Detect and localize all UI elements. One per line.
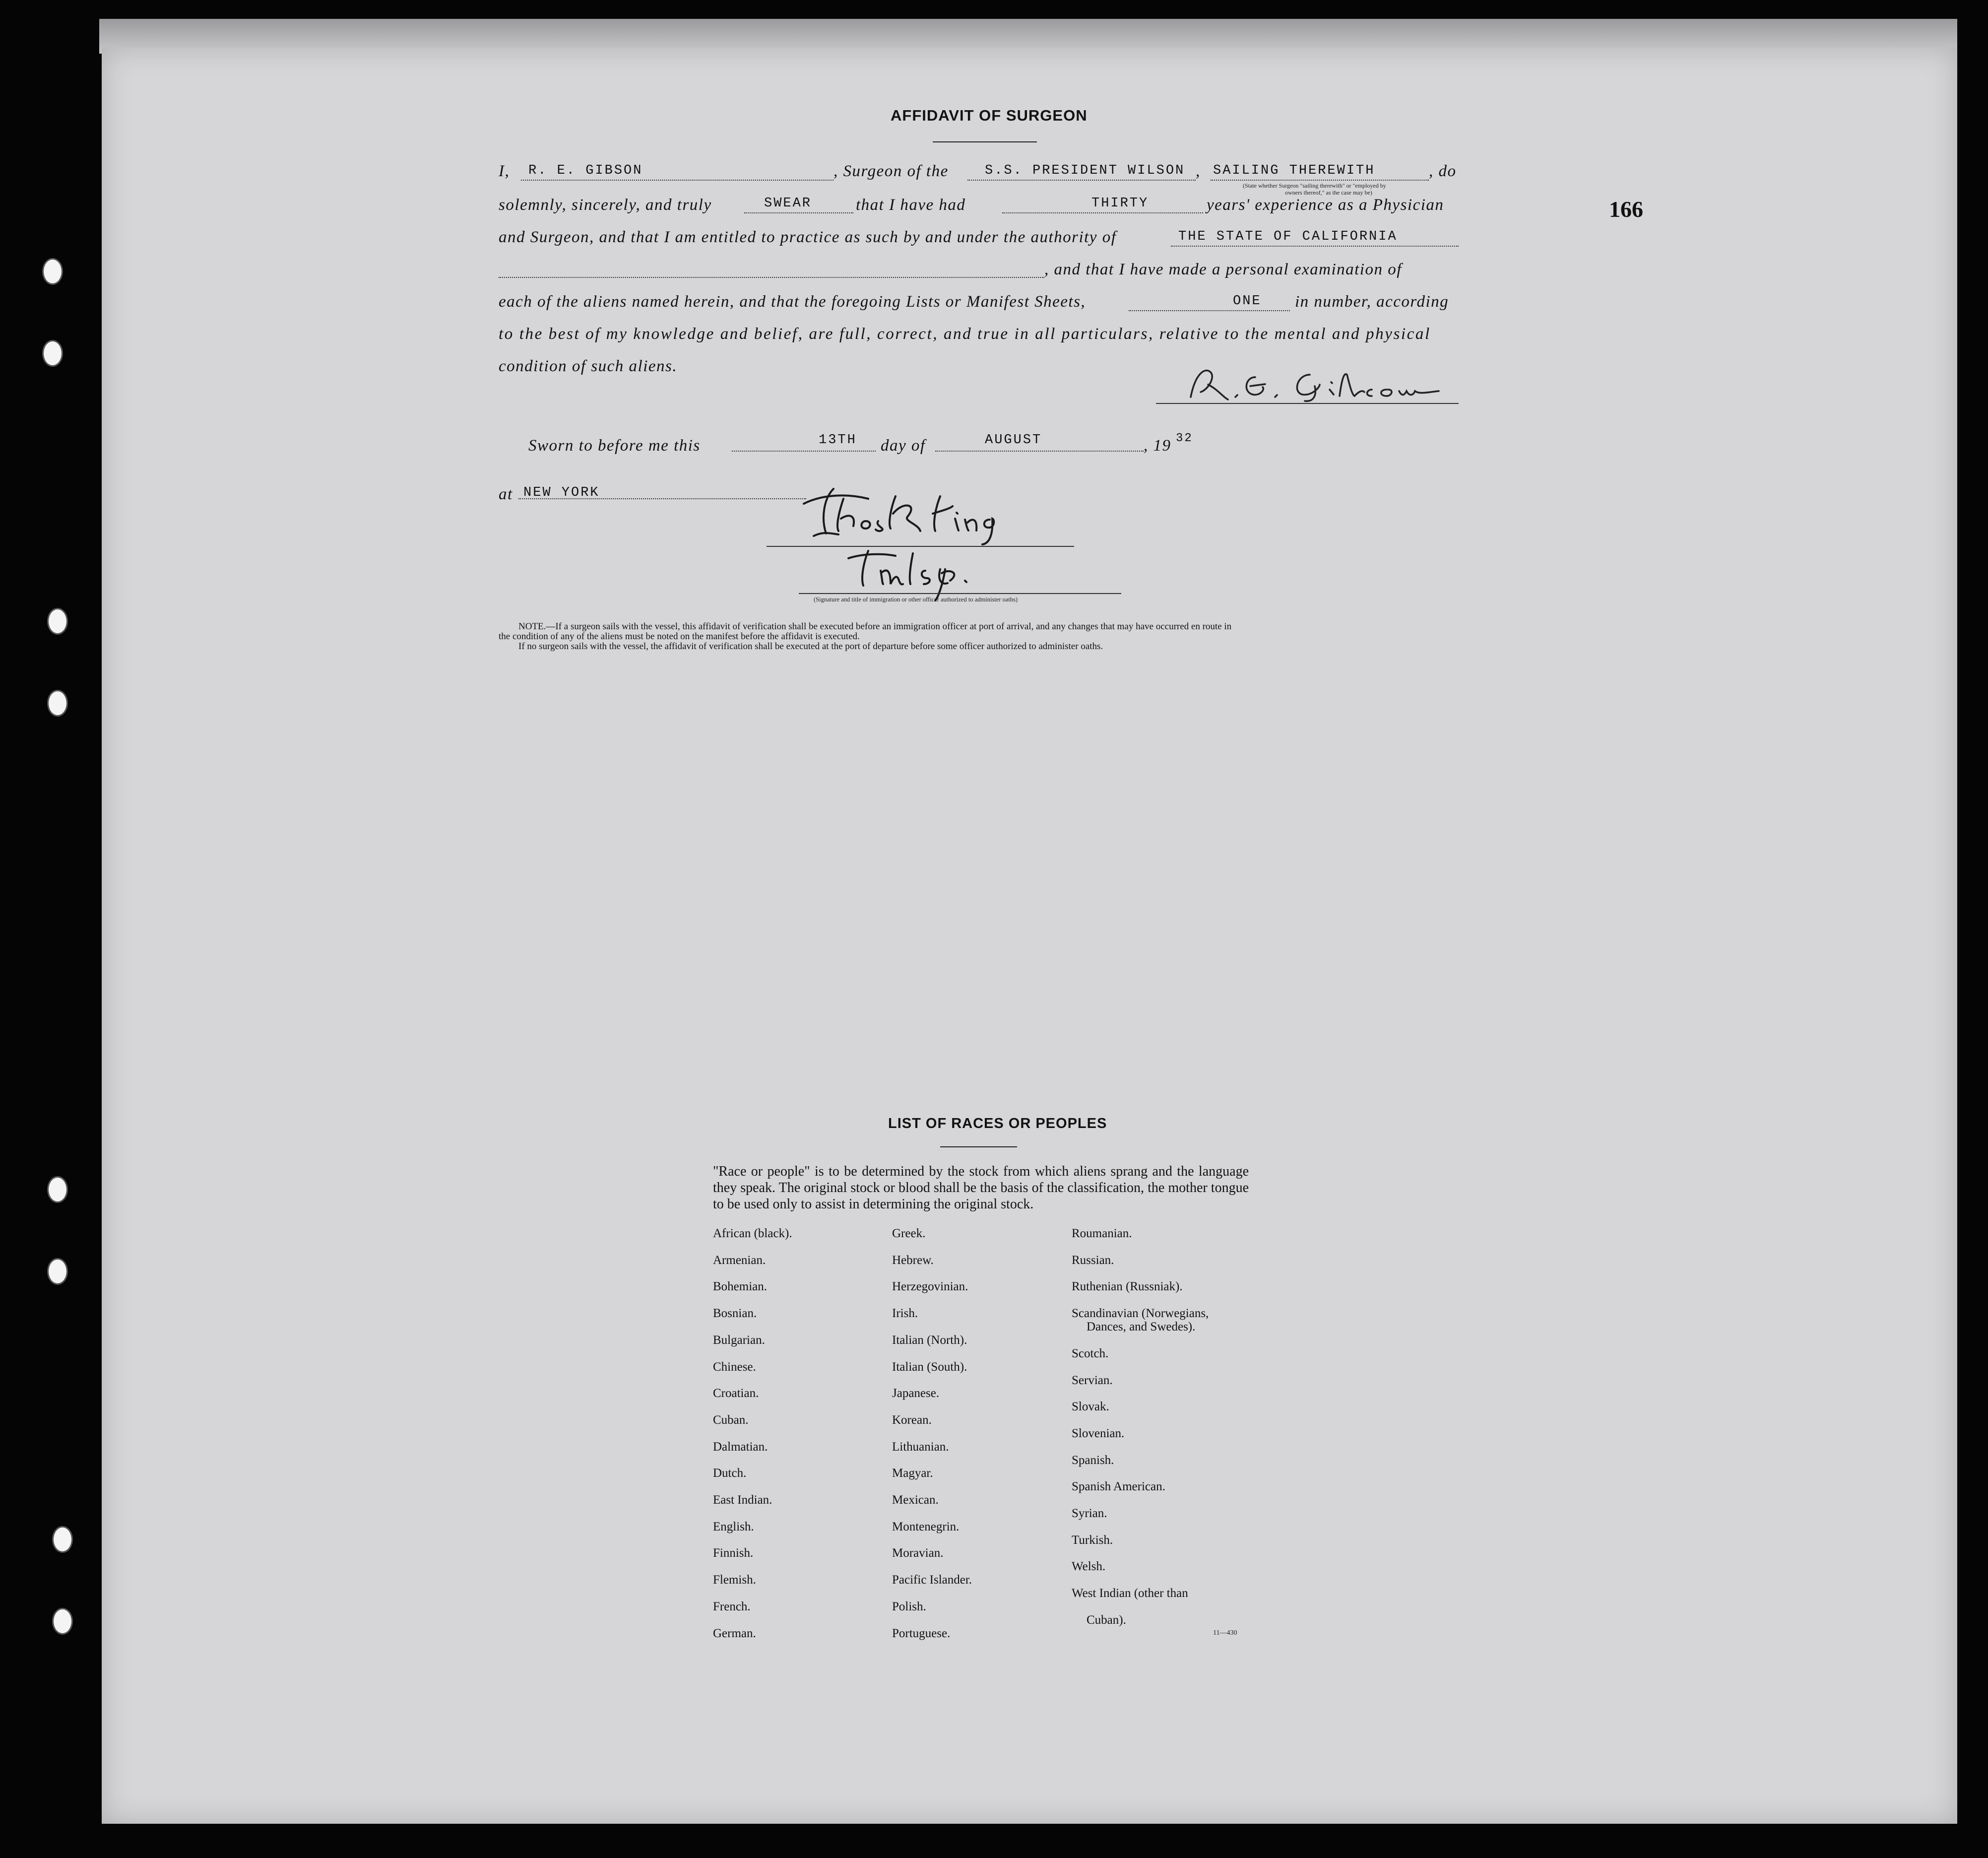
note-line: NOTE.—If a surgeon sails with the vessel, this affidavit of verification shall be executed before an immigration officer at port of arrival, and any changes that may have occurred en route in [518,621,1232,632]
fill-line [1171,246,1459,247]
officer-caption: (Signature and title of immigration or other officer authorized to administer oaths) [814,596,1018,603]
page-number: 166 [1609,197,1643,222]
race-item: West Indian (other than [1072,1587,1188,1600]
sworn-place: NEW YORK [523,485,600,500]
sworn-month: AUGUST [985,433,1042,448]
race-item: Bohemian. [713,1280,768,1293]
title-rule [933,141,1037,142]
race-item: Servian. [1072,1374,1113,1387]
race-item: East Indian. [713,1493,772,1507]
oath: SWEAR [764,196,812,211]
race-item: Lithuanian. [892,1440,949,1454]
text: , Surgeon of the [834,162,949,180]
races-title: LIST OF RACES OR PEOPLES [888,1116,1107,1131]
race-item: Spanish American. [1072,1480,1165,1493]
note-line: If no surgeon sails with the vessel, the affidavit of verification shall be executed at the port of departure before some officer authorized to administer oaths. [518,641,1103,652]
fill-line [732,451,876,452]
text: , [1196,162,1201,180]
race-item: Syrian. [1072,1507,1107,1520]
race-item: African (black). [713,1227,792,1240]
race-item: Mexican. [892,1493,939,1507]
race-item: Ruthenian (Russniak). [1072,1280,1183,1293]
race-item: Spanish. [1072,1454,1114,1467]
race-item: Flemish. [713,1573,756,1587]
binder-hole [52,1526,73,1553]
race-item: Cuban). [1087,1613,1126,1627]
binder-hole [47,690,68,717]
binder-hole [47,1176,68,1203]
race-item: Scandinavian (Norwegians, [1072,1307,1209,1320]
vessel-name: S.S. PRESIDENT WILSON [985,163,1185,178]
race-item: French. [713,1600,751,1613]
race-item: Polish. [892,1600,926,1613]
capacity-note: (State whether Surgeon "sailing therewith" or "employed by [1243,182,1386,189]
text: solemnly, sincerely, and truly [499,196,712,214]
race-item: Greek. [892,1227,926,1240]
races-intro: "Race or people" is to be determined by the stock from which aliens sprang and the language they speak. The original stock or blood shall be the basis of the classification, the mother tongue to be used only to assist in determining the original stock. [713,1164,1249,1212]
sworn-year: 32 [1176,432,1193,445]
text: , 19 [1144,437,1171,455]
note-line: the condition of any of the aliens must be noted on the manifest before the affidavit is executed. [499,631,860,642]
race-item: Hebrew. [892,1254,934,1267]
race-item: Finnish. [713,1546,754,1560]
text: to the best of my knowledge and belief, are full, correct, and true in all particulars, relative to the mental and physical [499,325,1431,343]
race-item: Pacific Islander. [892,1573,972,1587]
signature-line [767,546,1074,547]
text: condition of such aliens. [499,357,678,375]
fill-line [521,180,834,181]
race-item: Moravian. [892,1546,944,1560]
text: day of [881,437,926,455]
race-item: Irish. [892,1307,918,1320]
affidavit-title: AFFIDAVIT OF SURGEON [891,107,1088,124]
race-item: Chinese. [713,1360,756,1374]
binder-hole [47,1258,68,1285]
text: Sworn to before me this [528,437,701,455]
binder-hole [42,340,63,367]
race-item: Slovenian. [1072,1427,1125,1440]
text: years' experience as a Physician [1207,196,1444,214]
race-item: Cuban. [713,1413,749,1427]
text: and Surgeon, and that I am entitled to practice as such by and under the authority of [499,228,1117,246]
surgeon-name: R. E. GIBSON [528,163,643,178]
race-item: Korean. [892,1413,932,1427]
race-item: Scotch. [1072,1347,1109,1360]
fill-line [1211,180,1429,181]
race-item: Herzegovinian. [892,1280,968,1293]
race-item: Portuguese. [892,1627,951,1640]
fill-line [967,180,1196,181]
race-item: Croatian. [713,1387,759,1400]
race-item: Turkish. [1072,1533,1113,1547]
race-item: Armenian. [713,1254,766,1267]
text: that I have had [856,196,966,214]
race-item: Dances, and Swedes). [1087,1320,1196,1333]
signature-line [1156,403,1459,404]
race-item: Roumanian. [1072,1227,1132,1240]
text: I, [499,162,510,180]
race-item: Bosnian. [713,1307,757,1320]
text: in number, according [1295,293,1449,311]
race-item: Magyar. [892,1466,933,1480]
years: THIRTY [1091,196,1149,211]
race-item: Russian. [1072,1254,1114,1267]
fill-line [935,451,1144,452]
fill-line [744,212,853,213]
race-item: Japanese. [892,1387,940,1400]
fill-line [1002,212,1203,213]
sworn-day: 13TH [819,433,857,448]
fill-line [499,277,1044,278]
race-item: Bulgarian. [713,1333,765,1347]
fill-line [518,498,806,499]
binder-hole [52,1608,73,1635]
title-rule [940,1146,1017,1147]
text: at [499,485,513,503]
officer-signature [769,479,1077,603]
text: , do [1429,162,1457,180]
race-item: Slovak. [1072,1400,1109,1413]
capacity-note: owners thereof," as the case may be) [1285,189,1372,196]
binder-hole [42,258,63,285]
race-item: Italian (South). [892,1360,967,1374]
surgeon-signature [1181,362,1459,407]
form-code: 11—430 [1213,1629,1237,1637]
race-item: Welsh. [1072,1560,1106,1573]
race-item: Montenegrin. [892,1520,960,1533]
race-item: English. [713,1520,754,1533]
text: each of the aliens named herein, and that the foregoing Lists or Manifest Sheets, [499,293,1086,311]
authority: THE STATE OF CALIFORNIA [1178,229,1398,244]
capacity: SAILING THEREWITH [1213,163,1375,178]
binder-hole [47,608,68,635]
document-page [102,47,1957,1824]
fill-line [1129,310,1290,311]
race-item: German. [713,1627,756,1640]
race-item: Italian (North). [892,1333,967,1347]
race-item: Dalmatian. [713,1440,768,1454]
sheets-count: ONE [1233,294,1262,309]
signature-line [799,593,1121,594]
race-item: Dutch. [713,1466,747,1480]
text: , and that I have made a personal examination of [1044,261,1402,278]
